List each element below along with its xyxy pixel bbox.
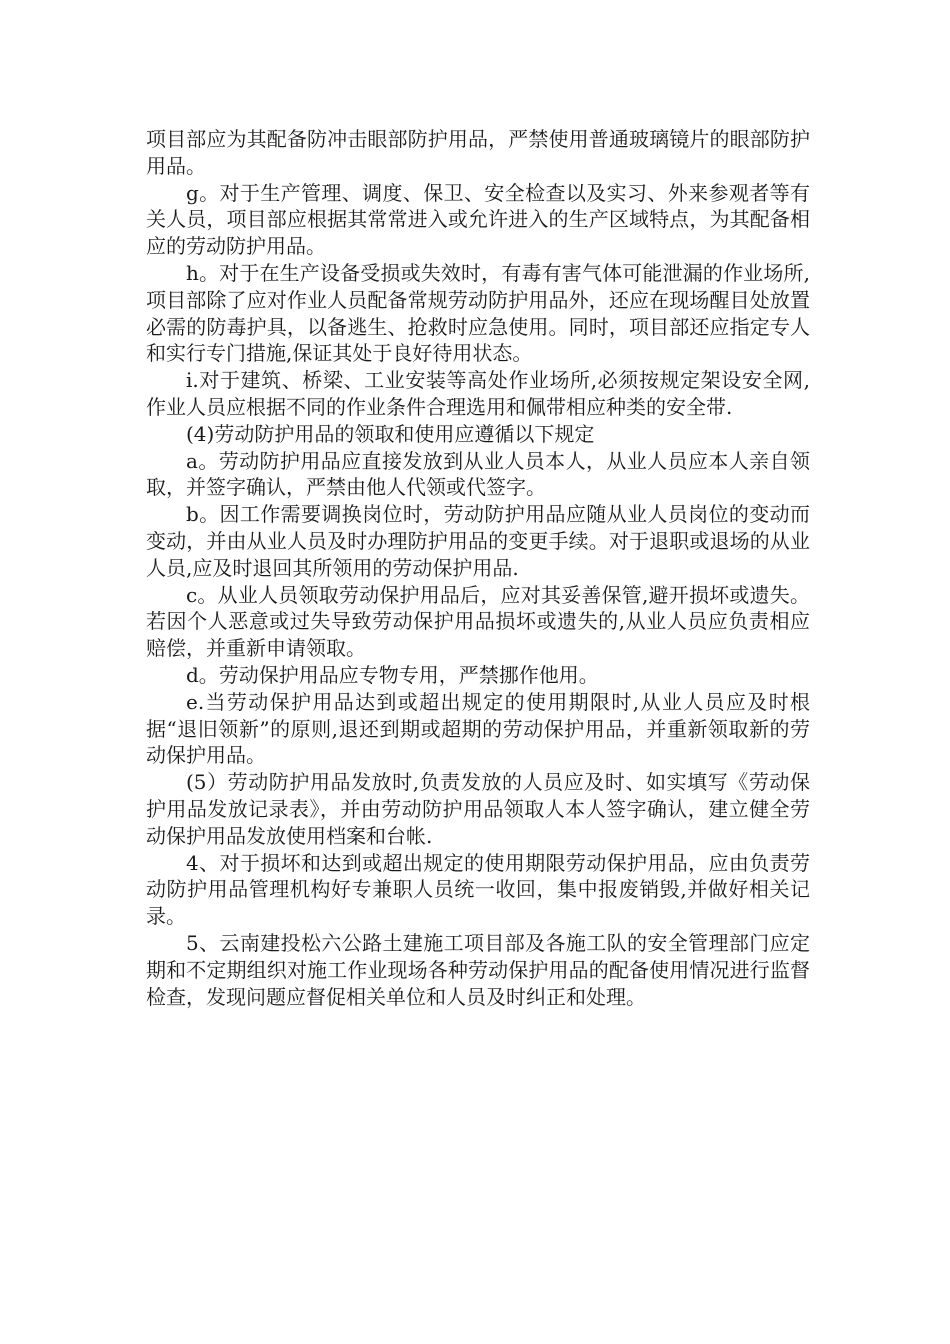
paragraph-item-h: h。对于在生产设备受损或失效时，有毒有害气体可能泄漏的作业场所,项目部除了应对作业人员配备常规劳动防护用品外，还应在现场醒目处放置必需的防毒护具，以备逃生、抢救时应急使用。同时，项目部还应指定专人和实行专门措施,保证其处于良好待用状态。 bbox=[146, 260, 810, 366]
paragraph-item-b: b。因工作需要调换岗位时，劳动防护用品应随从业人员岗位的变动而变动，并由从业人员及时办理防护用品的变更手续。对于退职或退场的从业人员,应及时退回其所领用的劳动保护用品. bbox=[146, 502, 810, 580]
paragraph-item-c: c。从业人员领取劳动保护用品后，应对其妥善保管,避开损坏或遗失。若因个人恶意或过失导致劳动保护用品损坏或遗失的,从业人员应负责相应赔偿，并重新申请领取。 bbox=[146, 582, 810, 661]
paragraph-item-d: d。劳动保护用品应专物专用，严禁挪作他用。 bbox=[186, 662, 599, 687]
document-body bbox=[146, 126, 810, 1010]
paragraph-item-e: e.当劳动保护用品达到或超出规定的使用期限时,从业人员应及时根据“退旧领新”的原则,退还到期或超期的劳动保护用品，并重新领取新的劳动保护用品。 bbox=[146, 689, 810, 768]
paragraph-item-g: g。对于生产管理、调度、保卫、安全检查以及实习、外来参观者等有关人员，项目部应根据其常常进入或允许进入的生产区域特点，为其配备相应的劳动防护用品。 bbox=[146, 180, 810, 259]
paragraph-eye-protection-continued: 项目部应为其配备防冲击眼部防护用品，严禁使用普通玻璃镜片的眼部防护用品。 bbox=[146, 127, 810, 178]
paragraph-item-5: 5、云南建投松六公路土建施工项目部及各施工队的安全管理部门应定期和不定期组织对施工作业现场各种劳动保护用品的配备使用情况进行监督检查，发现问题应督促相关单位和人员及时纠正和处理。 bbox=[146, 930, 810, 1009]
paragraph-item-i: i.对于建筑、桥梁、工业安装等高处作业场所,必须按规定架设安全网,作业人员应根据不同的作业条件合理选用和佩带相应种类的安全带. bbox=[146, 368, 810, 419]
paragraph-section-5: (5）劳动防护用品发放时,负责发放的人员应及时、如实填写《劳动保护用品发放记录表》，并由劳动防护用品领取人本人签字确认，建立健全劳动保护用品发放使用档案和台帐. bbox=[146, 770, 810, 848]
paragraph-item-4: 4、对于损坏和达到或超出规定的使用期限劳动保护用品，应由负责劳动防护用品管理机构好专兼职人员统一收回，集中报废销毁,并做好相关记录。 bbox=[146, 850, 810, 929]
section-heading-4: (4)劳动防护用品的领取和使用应遵循以下规定 bbox=[186, 421, 595, 446]
paragraph-item-a: a。劳动防护用品应直接发放到从业人员本人，从业人员应本人亲自领取，并签字确认，严禁由他人代领或代签字。 bbox=[146, 448, 810, 500]
